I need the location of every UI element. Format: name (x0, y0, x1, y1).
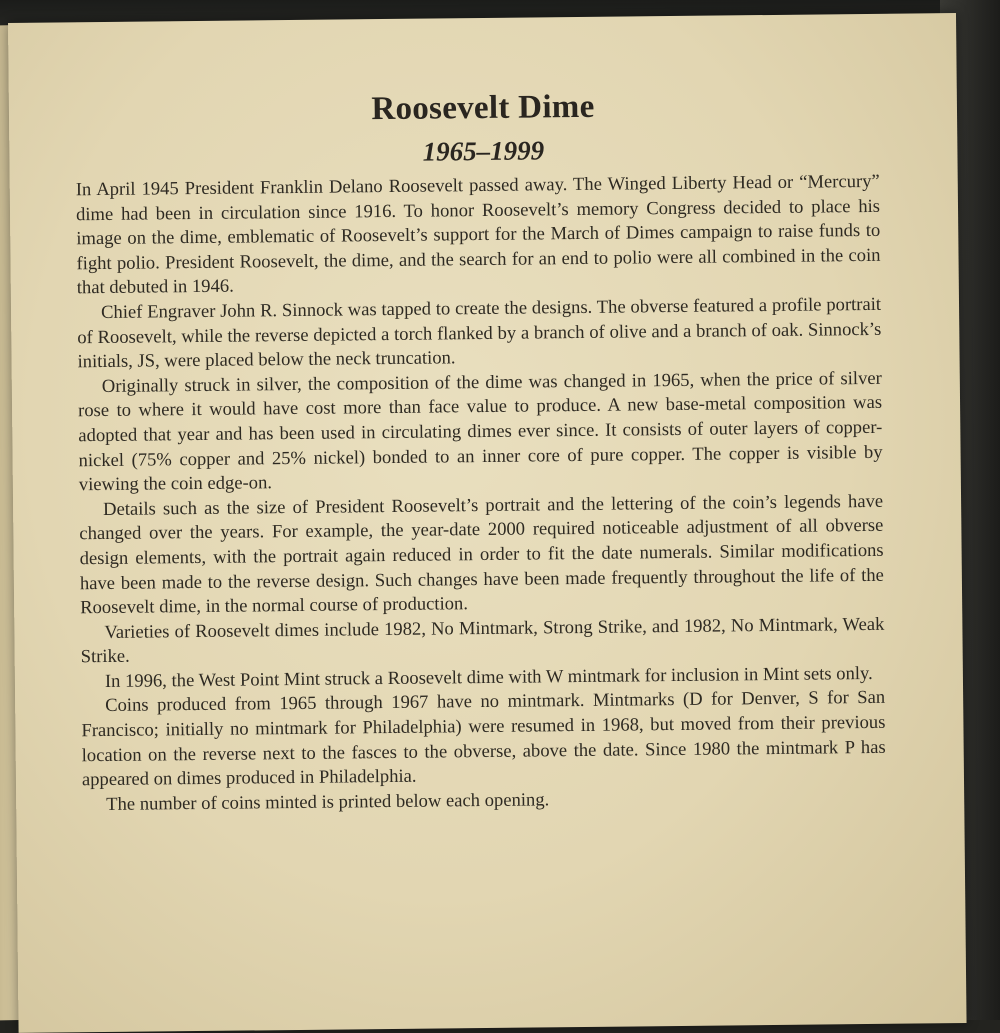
body-text (76, 170, 887, 818)
paragraph-engraver: Chief Engraver John R. Sinnock was tapped to create the designs. The obverse featured a profile portrait of Roosevelt, while the reverse depicted a torch flanked by a branch of olive and a branch of oak. Sinnock’s initials, JS, were placed below the neck truncation. (77, 293, 882, 373)
paragraph-varieties: Varieties of Roosevelt dimes include 1982, No Mintmark, Strong Strike, and 1982, No Mintmark, Weak Strike. (80, 613, 885, 668)
paragraph-design-changes: Details such as the size of President Roosevelt’s portrait and the lettering of the coin’s legends have changed over the years. For example, the year-date 2000 required noticeable adjustment of all obverse design elements, with the portrait again reduced in order to fit the date numerals. Similar modifications have been made to the reverse design. Such changes have been made frequently throughout the life of the Roosevelt dime, in the normal course of production. (79, 490, 884, 619)
paragraph-composition: Originally struck in silver, the composition of the dime was changed in 1965, when the price of silver rose to where it would have cost more than face value to produce. A new base-metal composition was adopted that year and has been used in circulating dimes ever since. It consists of outer layers of copper-nickel (75% copper and 25% nickel) bonded to an inner core of pure copper. The copper is visible by viewing the coin edge-on. (77, 367, 883, 496)
page-title: Roosevelt Dime (371, 88, 595, 128)
paragraph-west-point: In 1996, the West Point Mint struck a Roosevelt dime with W mintmark for inclusion in Mint sets only. (104, 662, 873, 692)
booklet-page (8, 13, 967, 1033)
paragraph-intro: In April 1945 President Franklin Delano Roosevelt passed away. The Winged Liberty Head or “Mercury” dime had been in circulation since 1916. To honor Roosevelt’s memory Congress decided to place his image on the dime, emblematic of Roosevelt’s support for the March of Dimes campaign to raise funds to fight polio. President Roosevelt, the dime, and the search for an end to polio were all combined in the coin that debuted in 1946. (75, 170, 881, 299)
page-subtitle: 1965–1999 (422, 135, 545, 167)
paragraph-mintmarks: Coins produced from 1965 through 1967 have no mintmark. Mintmarks (D for Denver, S for San Francisco; initially no mintmark for Philadelphia) were resumed in 1968, but moved from their previous location on the reverse next to the fasces to the obverse, above the date. Since 1980 the mintmark P has appeared on dimes produced in Philadelphia. (81, 687, 886, 791)
paragraph-mintage-note: The number of coins minted is printed below each opening. (106, 789, 550, 815)
